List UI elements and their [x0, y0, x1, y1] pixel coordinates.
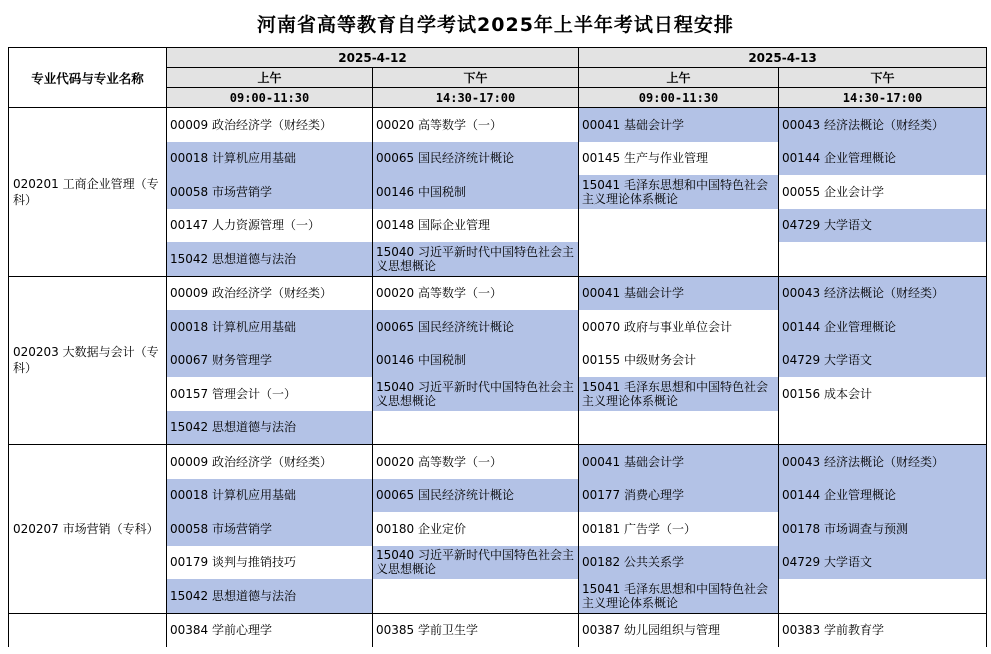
time-header: 09:00-11:30 [579, 88, 779, 108]
course-item: 00178 市场调查与预测 [779, 512, 986, 546]
course-item: 00055 企业会计学 [782, 184, 885, 199]
course-item: 00144 企业管理概论 [779, 479, 986, 513]
course-item: 00043 经济法概论（财经类） [779, 445, 986, 479]
date-header-2: 2025-4-13 [579, 48, 987, 68]
exam-slot-cell [167, 613, 373, 647]
course-item: 00157 管理会计（一） [170, 386, 296, 401]
course-item: 04729 大学语文 [779, 209, 986, 243]
course-item: 04729 大学语文 [779, 344, 986, 378]
exam-slot-cell [373, 445, 579, 614]
exam-slot-cell [167, 445, 373, 614]
course-item: 00043 经济法概论（财经类） [779, 108, 986, 142]
course-item [579, 242, 778, 276]
course-item: 00177 消费心理学 [579, 479, 778, 513]
course-item: 00179 谈判与推销技巧 [170, 555, 296, 570]
course-item: 15041 毛泽东思想和中国特色社会主义理论体系概论 [579, 175, 778, 209]
course-item: 00065 国民经济统计概论 [373, 142, 578, 176]
course-item: 00065 国民经济统计概论 [373, 310, 578, 344]
period-header: 下午 [373, 68, 579, 88]
course-item [579, 209, 778, 243]
course-item: 00385 学前卫生学 [376, 623, 478, 638]
course-item [779, 411, 986, 445]
time-header: 09:00-11:30 [167, 88, 373, 108]
course-item: 00180 企业定价 [376, 521, 466, 536]
course-item: 15042 思想道德与法治 [167, 579, 372, 613]
exam-slot-cell [779, 276, 987, 445]
table-row [9, 613, 987, 647]
major-name-cell: 020207 市场营销（专科） [9, 445, 167, 614]
course-item: 00384 学前心理学 [170, 623, 272, 638]
course-item: 15041 毛泽东思想和中国特色社会主义理论体系概论 [579, 377, 778, 411]
exam-slot-cell [779, 613, 987, 647]
time-header: 14:30-17:00 [373, 88, 579, 108]
exam-slot-cell [167, 108, 373, 277]
major-column-header: 专业代码与专业名称 [9, 48, 167, 108]
exam-slot-cell [579, 613, 779, 647]
course-item: 00018 计算机应用基础 [167, 310, 372, 344]
course-item: 00146 中国税制 [373, 344, 578, 378]
course-item: 00148 国际企业管理 [376, 218, 490, 233]
course-item: 04729 大学语文 [779, 546, 986, 580]
major-name-cell [9, 613, 167, 647]
exam-slot-cell [373, 276, 579, 445]
course-item: 15042 思想道德与法治 [167, 411, 372, 445]
course-item: 00018 计算机应用基础 [167, 479, 372, 513]
course-item [373, 579, 578, 613]
course-item: 00182 公共关系学 [579, 546, 778, 580]
course-item: 15040 习近平新时代中国特色社会主义思想概论 [373, 546, 578, 580]
period-header: 上午 [167, 68, 373, 88]
course-item: 00156 成本会计 [782, 386, 873, 401]
course-item: 15040 习近平新时代中国特色社会主义思想概论 [373, 377, 578, 411]
exam-slot-cell [779, 445, 987, 614]
course-item: 00041 基础会计学 [579, 108, 778, 142]
course-item: 00070 政府与事业单位会计 [582, 319, 733, 334]
course-item [579, 411, 778, 445]
course-item: 00041 基础会计学 [579, 445, 778, 479]
exam-slot-cell [779, 108, 987, 277]
table-row [9, 445, 987, 614]
table-row [9, 108, 987, 277]
course-item: 00144 企业管理概论 [779, 310, 986, 344]
course-item: 00058 市场营销学 [167, 175, 372, 209]
course-item [373, 411, 578, 445]
course-item: 15042 思想道德与法治 [167, 242, 372, 276]
course-item: 00009 政治经济学（财经类） [170, 286, 332, 301]
course-item: 00020 高等数学（一） [376, 117, 502, 132]
exam-slot-cell [373, 108, 579, 277]
course-item: 15040 习近平新时代中国特色社会主义思想概论 [373, 242, 578, 276]
course-item: 00387 幼儿园组织与管理 [582, 623, 721, 638]
table-row [9, 276, 987, 445]
course-item: 00067 财务管理学 [167, 344, 372, 378]
exam-slot-cell [373, 613, 579, 647]
exam-slot-cell [579, 445, 779, 614]
schedule-table [8, 47, 987, 647]
course-item: 00155 中级财务会计 [582, 353, 697, 368]
major-name-cell: 020203 大数据与会计（专科） [9, 276, 167, 445]
exam-slot-cell [579, 108, 779, 277]
period-header: 下午 [779, 68, 987, 88]
page-title: 河南省高等教育自学考试2025年上半年考试日程安排 [257, 14, 734, 36]
exam-slot-cell [579, 276, 779, 445]
course-item: 15041 毛泽东思想和中国特色社会主义理论体系概论 [579, 579, 778, 613]
course-item: 00041 基础会计学 [579, 277, 778, 311]
course-item: 00009 政治经济学（财经类） [170, 454, 332, 469]
course-item: 00144 企业管理概论 [779, 142, 986, 176]
time-header: 14:30-17:00 [779, 88, 987, 108]
date-header-1: 2025-4-12 [167, 48, 579, 68]
course-item: 00020 高等数学（一） [376, 286, 502, 301]
course-item: 00009 政治经济学（财经类） [170, 117, 332, 132]
course-item [779, 242, 986, 276]
period-header: 上午 [579, 68, 779, 88]
course-item: 00065 国民经济统计概论 [373, 479, 578, 513]
course-item: 00383 学前教育学 [782, 623, 885, 638]
course-item: 00146 中国税制 [373, 175, 578, 209]
exam-slot-cell [167, 276, 373, 445]
course-item: 00058 市场营销学 [167, 512, 372, 546]
major-name-cell: 020201 工商企业管理（专科） [9, 108, 167, 277]
course-item: 00043 经济法概论（财经类） [779, 277, 986, 311]
course-item: 00145 生产与作业管理 [582, 151, 709, 166]
course-item: 00020 高等数学（一） [376, 454, 502, 469]
course-item: 00018 计算机应用基础 [167, 142, 372, 176]
course-item: 00181 广告学（一） [582, 521, 697, 536]
course-item: 00147 人力资源管理（一） [170, 218, 320, 233]
course-item [779, 579, 986, 613]
